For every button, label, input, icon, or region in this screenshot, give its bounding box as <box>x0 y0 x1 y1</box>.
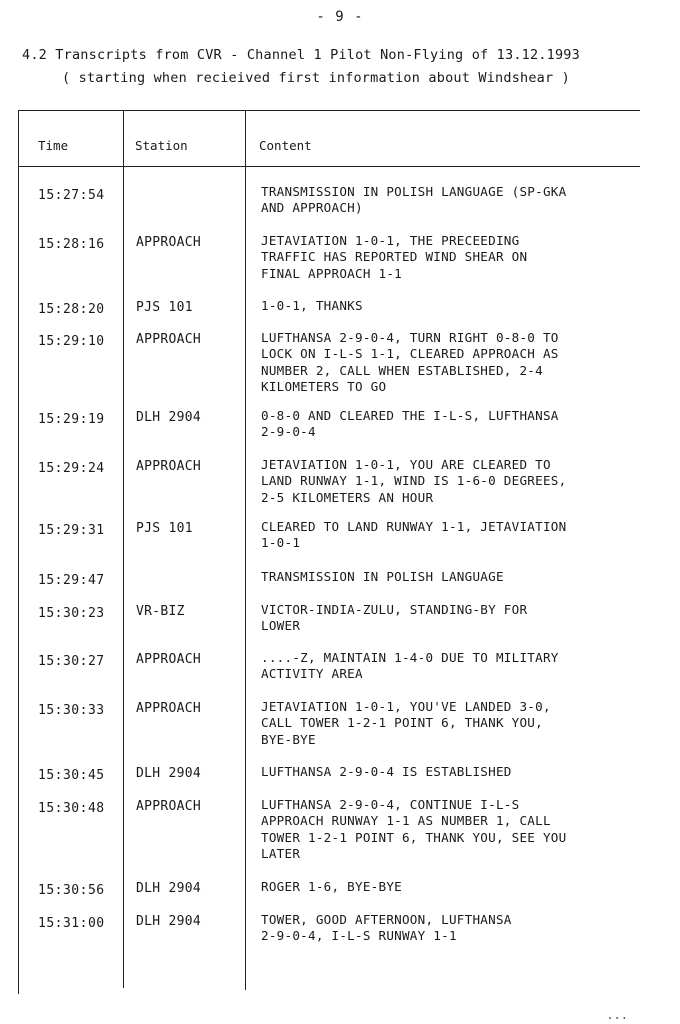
content-line: JETAVIATION 1-0-1, YOU'VE LANDED 3-0, <box>261 699 551 714</box>
cell-time: 15:29:10 <box>38 334 105 349</box>
cell-time: 15:31:00 <box>38 916 105 931</box>
cell-content <box>261 298 656 314</box>
content-line: CALL TOWER 1-2-1 POINT 6, THANK YOU, <box>261 715 543 731</box>
content-line: TRAFFIC HAS REPORTED WIND SHEAR ON <box>261 249 528 265</box>
content-line: LUFTHANSA 2-9-0-4 IS ESTABLISHED <box>261 764 512 779</box>
cell-content <box>261 519 656 552</box>
cell-station: VR-BIZ <box>136 604 185 619</box>
section-heading: 4.2 Transcripts from CVR - Channel 1 Pilot Non-Flying of 13.12.1993 <box>22 47 580 63</box>
cell-station: PJS 101 <box>136 521 193 536</box>
section-subheading: ( starting when recieived first information about Windshear ) <box>62 70 570 86</box>
cell-station: APPROACH <box>136 235 202 250</box>
cell-time: 15:30:33 <box>38 703 105 718</box>
content-line: LOCK ON I-L-S 1-1, CLEARED APPROACH AS <box>261 346 559 362</box>
content-line: FINAL APPROACH 1-1 <box>261 265 402 281</box>
content-line: 2-9-0-4, I-L-S RUNWAY 1-1 <box>261 928 457 944</box>
cell-time: 15:29:24 <box>38 461 105 476</box>
cell-station: APPROACH <box>136 332 202 347</box>
cell-station: DLH 2904 <box>136 914 202 929</box>
content-line: NUMBER 2, CALL WHEN ESTABLISHED, 2-4 <box>261 362 543 378</box>
cell-station: APPROACH <box>136 459 202 474</box>
content-line: BYE-BYE <box>261 731 316 747</box>
column-header-station: Station <box>135 138 188 153</box>
cell-station: DLH 2904 <box>136 766 202 781</box>
content-line: JETAVIATION 1-0-1, YOU ARE CLEARED TO <box>261 457 551 472</box>
content-line: 1-0-1, THANKS <box>261 298 363 313</box>
cell-station: APPROACH <box>136 652 202 667</box>
cell-content <box>261 650 656 683</box>
content-line: ....-Z, MAINTAIN 1-4-0 DUE TO MILITARY <box>261 650 559 665</box>
content-line: AND APPROACH) <box>261 200 363 216</box>
cell-station: DLH 2904 <box>136 410 202 425</box>
content-line: TOWER, GOOD AFTERNOON, LUFTHANSA <box>261 912 512 927</box>
content-line: TOWER 1-2-1 POINT 6, THANK YOU, SEE YOU <box>261 829 567 845</box>
column-header-content: Content <box>259 138 312 153</box>
content-line: VICTOR-INDIA-ZULU, STANDING-BY FOR <box>261 602 528 617</box>
cell-content <box>261 408 656 441</box>
cell-content <box>261 764 656 780</box>
content-line: CLEARED TO LAND RUNWAY 1-1, JETAVIATION <box>261 519 567 534</box>
cell-station: APPROACH <box>136 799 202 814</box>
cell-content <box>261 330 656 395</box>
cell-content <box>261 602 656 635</box>
content-line: LUFTHANSA 2-9-0-4, TURN RIGHT 0-8-0 TO <box>261 330 559 345</box>
content-line: LAND RUNWAY 1-1, WIND IS 1-6-0 DEGREES, <box>261 473 567 489</box>
content-line: JETAVIATION 1-0-1, THE PRECEEDING <box>261 233 520 248</box>
content-line: 0-8-0 AND CLEARED THE I-L-S, LUFTHANSA <box>261 408 559 423</box>
table-top-rule <box>18 110 640 111</box>
cell-time: 15:29:31 <box>38 523 105 538</box>
content-line: LOWER <box>261 618 301 634</box>
cell-content <box>261 233 656 282</box>
content-line: TRANSMISSION IN POLISH LANGUAGE <box>261 569 504 584</box>
cell-content <box>261 184 656 217</box>
cell-content <box>261 912 656 945</box>
content-line: LUFTHANSA 2-9-0-4, CONTINUE I-L-S <box>261 797 520 812</box>
cell-station: APPROACH <box>136 701 202 716</box>
column-header-time: Time <box>38 138 69 153</box>
cell-time: 15:30:56 <box>38 883 105 898</box>
cell-time: 15:30:45 <box>38 768 105 783</box>
cell-content <box>261 879 656 895</box>
content-line: ACTIVITY AREA <box>261 666 363 682</box>
cell-time: 15:28:20 <box>38 302 105 317</box>
content-line: LATER <box>261 845 301 861</box>
table-left-border <box>18 110 19 994</box>
table-header-rule <box>18 166 640 167</box>
content-line: KILOMETERS TO GO <box>261 378 387 394</box>
cell-content <box>261 797 656 862</box>
column-divider-time <box>123 110 124 988</box>
cell-time: 15:30:27 <box>38 654 105 669</box>
cell-time: 15:30:48 <box>38 801 105 816</box>
cell-time: 15:28:16 <box>38 237 105 252</box>
cell-station: DLH 2904 <box>136 881 202 896</box>
cell-content <box>261 699 656 748</box>
column-divider-station <box>245 110 246 990</box>
cell-time: 15:29:19 <box>38 412 105 427</box>
cell-station: PJS 101 <box>136 300 193 315</box>
page-number: - 9 - <box>316 9 364 25</box>
cell-content <box>261 457 656 506</box>
content-line: TRANSMISSION IN POLISH LANGUAGE (SP-GKA <box>261 184 567 199</box>
cell-content <box>261 569 656 585</box>
content-line: 2-5 KILOMETERS AN HOUR <box>261 489 434 505</box>
footer-mark: ... <box>606 1008 628 1022</box>
content-line: APPROACH RUNWAY 1-1 AS NUMBER 1, CALL <box>261 813 551 829</box>
cell-time: 15:30:23 <box>38 606 105 621</box>
content-line: ROGER 1-6, BYE-BYE <box>261 879 402 894</box>
content-line: 1-0-1 <box>261 535 301 551</box>
cell-time: 15:27:54 <box>38 188 105 203</box>
content-line: 2-9-0-4 <box>261 424 316 440</box>
cell-time: 15:29:47 <box>38 573 105 588</box>
